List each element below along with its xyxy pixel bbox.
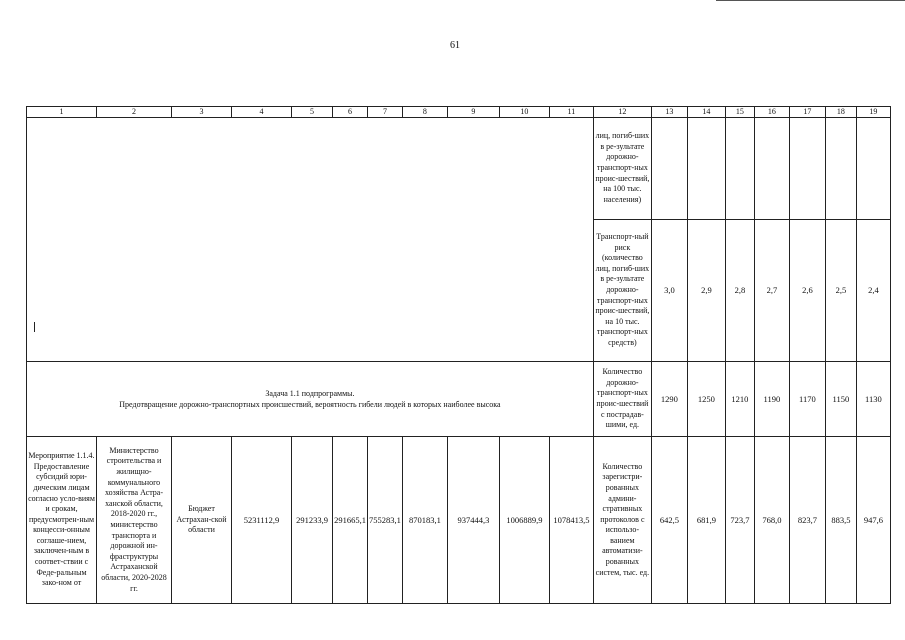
top-rule xyxy=(716,0,905,1)
col-header: 4 xyxy=(232,107,292,118)
col-header: 9 xyxy=(447,107,499,118)
table-row xyxy=(27,362,891,437)
col-header: 5 xyxy=(292,107,333,118)
value-cell xyxy=(725,118,754,220)
col-header: 12 xyxy=(593,107,651,118)
value-cell: 2,9 xyxy=(687,219,725,362)
header-row xyxy=(27,107,891,118)
col-header: 15 xyxy=(725,107,754,118)
value-cell: 642,5 xyxy=(651,437,687,604)
amount-cell: 937444,3 xyxy=(447,437,499,604)
col-header: 18 xyxy=(825,107,856,118)
value-cell xyxy=(856,118,890,220)
empty-merged-cell xyxy=(27,219,594,362)
indicator-cell: Количество дорожно-транспорт-ных проис-шествий с пострадав-шими, ед. xyxy=(593,362,651,437)
funding-source-cell: Бюджет Астрахан-ской области xyxy=(172,437,232,604)
table-row xyxy=(27,118,891,220)
value-cell xyxy=(825,118,856,220)
amount-cell: 1006889,9 xyxy=(499,437,549,604)
value-cell xyxy=(754,118,789,220)
col-header: 19 xyxy=(856,107,890,118)
value-cell: 681,9 xyxy=(687,437,725,604)
value-cell: 1210 xyxy=(725,362,754,437)
indicator-cell: Количество зарегистри-рованных админи-стративных протоколов с использо-ванием автоматизи-рованных систем, тыс. ед. xyxy=(593,437,651,604)
empty-merged-cell xyxy=(27,118,594,220)
task-description: Предотвращение дорожно-транспортных происшествий, вероятность гибели людей в которых наиболее высока xyxy=(119,400,501,409)
col-header: 3 xyxy=(172,107,232,118)
indicator-cell: Транспорт-ный риск (количество лиц, погиб-ших в ре-зультате дорожно-транспорт-ных проис-шествий, на 10 тыс. транспорт-ных средств) xyxy=(593,219,651,362)
amount-cell: 291233,9 xyxy=(292,437,333,604)
amount-cell: 291665,1 xyxy=(333,437,368,604)
col-header: 7 xyxy=(368,107,403,118)
table-row xyxy=(27,437,891,604)
executor-cell: Министерство строительства и жилищно-коммунального хозяйства Астра-ханской области, 2018-2020 гг., министерство транспорта и дорожной ин-фраструктуры Астраханской области, 2020-2028 гг. xyxy=(97,437,172,604)
value-cell: 2,4 xyxy=(856,219,890,362)
col-header: 16 xyxy=(754,107,789,118)
value-cell: 1290 xyxy=(651,362,687,437)
col-header: 14 xyxy=(687,107,725,118)
task-title: Задача 1.1 подпрограммы. xyxy=(265,389,355,398)
value-cell: 883,5 xyxy=(825,437,856,604)
value-cell xyxy=(789,118,825,220)
value-cell: 723,7 xyxy=(725,437,754,604)
value-cell: 2,5 xyxy=(825,219,856,362)
col-header: 10 xyxy=(499,107,549,118)
task-cell xyxy=(27,362,594,437)
amount-cell: 755283,1 xyxy=(368,437,403,604)
col-header: 11 xyxy=(549,107,593,118)
measure-name-cell: Мероприятие 1.1.4. Предоставление субсидий юри-дическим лицам согласно усло-виям и срокам, предусмотрен-ным концесси-онным соглаше-нием, заключен-ным в соответ-ствии с Феде-ральным зако-ном от xyxy=(27,437,97,604)
value-cell xyxy=(651,118,687,220)
value-cell: 768,0 xyxy=(754,437,789,604)
page-number: 61 xyxy=(450,40,460,51)
value-cell xyxy=(687,118,725,220)
value-cell: 1150 xyxy=(825,362,856,437)
amount-cell: 1078413,5 xyxy=(549,437,593,604)
value-cell: 947,6 xyxy=(856,437,890,604)
table-row xyxy=(27,219,891,362)
value-cell: 3,0 xyxy=(651,219,687,362)
col-header: 2 xyxy=(97,107,172,118)
value-cell: 1190 xyxy=(754,362,789,437)
col-header: 1 xyxy=(27,107,97,118)
value-cell: 1170 xyxy=(789,362,825,437)
value-cell: 823,7 xyxy=(789,437,825,604)
col-header: 17 xyxy=(789,107,825,118)
text-cursor-mark xyxy=(34,322,35,332)
value-cell: 1250 xyxy=(687,362,725,437)
col-header: 13 xyxy=(651,107,687,118)
value-cell: 2,7 xyxy=(754,219,789,362)
col-header: 8 xyxy=(402,107,447,118)
program-table xyxy=(26,106,891,604)
indicator-cell: лиц, погиб-ших в ре-зультате дорожно-транспорт-ных проис-шествий, на 100 тыс. населения) xyxy=(593,118,651,220)
value-cell: 2,6 xyxy=(789,219,825,362)
value-cell: 1130 xyxy=(856,362,890,437)
amount-cell: 5231112,9 xyxy=(232,437,292,604)
amount-cell: 870183,1 xyxy=(402,437,447,604)
col-header: 6 xyxy=(333,107,368,118)
value-cell: 2,8 xyxy=(725,219,754,362)
